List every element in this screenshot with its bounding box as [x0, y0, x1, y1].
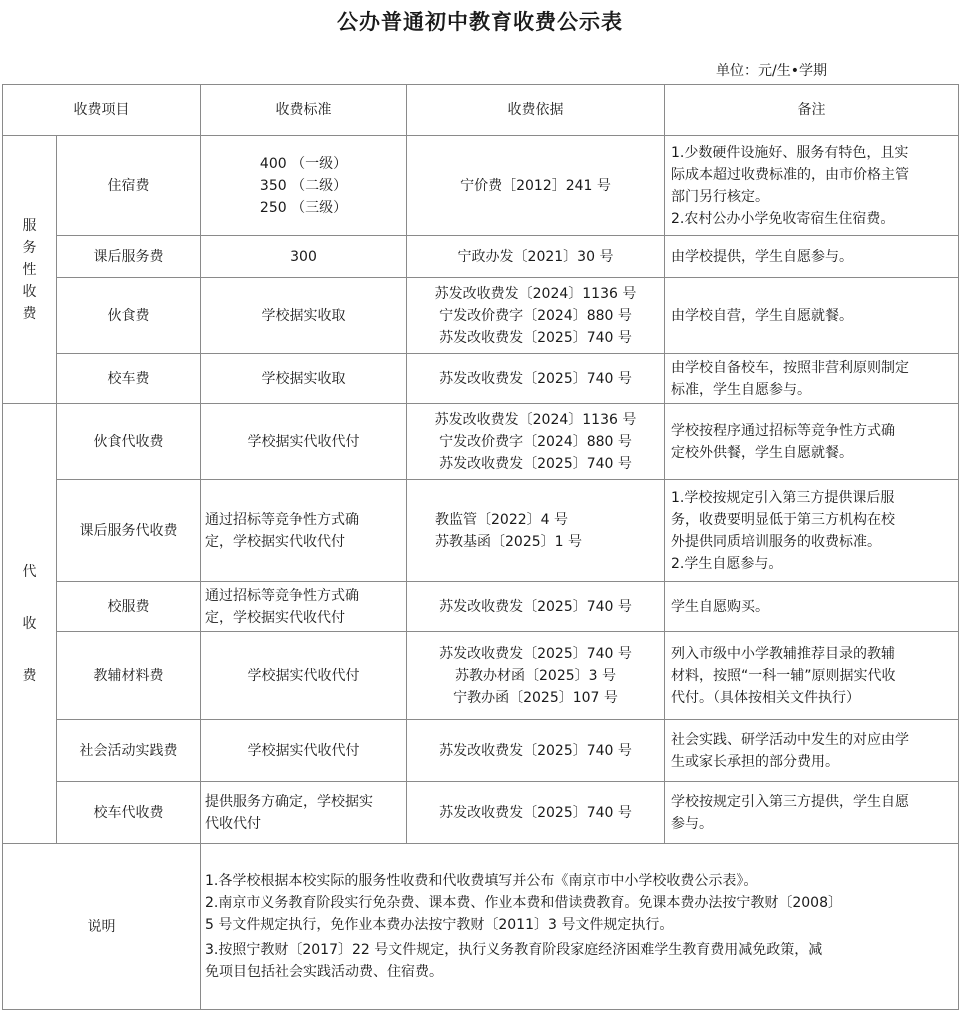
- table-row: [3, 354, 959, 404]
- explanation-text: [201, 844, 959, 1010]
- header-basis: 收费依据: [407, 85, 665, 136]
- item-name: 课后服务费: [57, 236, 201, 278]
- explanation-row: [3, 844, 959, 1010]
- item-name: 伙食代收费: [57, 404, 201, 480]
- group-char: 收: [22, 283, 37, 300]
- table-row: [3, 582, 959, 632]
- standard-line: 350 （二级）: [259, 177, 348, 194]
- basis-line: 苏教办材函〔2025〕3 号: [455, 667, 616, 684]
- item-name: 校车费: [57, 354, 201, 404]
- item-name: 校车代收费: [57, 782, 201, 844]
- table-row: [3, 236, 959, 278]
- standard-line: 提供服务方确定，学校据实: [205, 793, 373, 810]
- remark-cell: 学生自愿购买。: [665, 582, 959, 632]
- standard-cell: 学校据实收取: [201, 354, 407, 404]
- standard-cell: 300: [201, 236, 407, 278]
- remark-line: 材料，按照“一科一辅”原则据实代收: [671, 667, 896, 684]
- item-name: 课后服务代收费: [57, 480, 201, 582]
- standard-cell: 学校据实代收代付: [201, 720, 407, 782]
- group-char: 收: [22, 615, 37, 632]
- group-char: 性: [22, 261, 37, 278]
- table-row: [3, 278, 959, 354]
- remark-line: 代付。（具体按相关文件执行）: [671, 689, 860, 706]
- explanation-line: 3.按照宁教财〔2017〕22 号文件规定，执行义务教育阶段家庭经济困难学生教育费用减免政策，减: [205, 942, 823, 958]
- basis-line: 苏发改收费发〔2024〕1136 号: [434, 411, 637, 428]
- header-item: 收费项目: [3, 85, 201, 136]
- remark-line: 定校外供餐，学生自愿就餐。: [671, 444, 853, 461]
- remark-line: 外提供同质培训服务的收费标准。: [671, 533, 881, 550]
- basis-cell: [407, 404, 665, 480]
- group-char: 费: [22, 667, 37, 684]
- basis-cell: 苏发改收费发〔2025〕740 号: [407, 582, 665, 632]
- remark-line: 务，收费要明显低于第三方机构在校: [671, 511, 895, 528]
- item-name: 教辅材料费: [57, 632, 201, 720]
- remark-cell: [665, 720, 959, 782]
- remark-cell: [665, 404, 959, 480]
- explanation-line: 2.南京市义务教育阶段实行免杂费、课本费、作业本费和借读费教育。免课本费办法按宁教财〔2008〕: [205, 895, 842, 911]
- remark-line: 2.学生自愿参与。: [671, 555, 783, 572]
- basis-cell: [407, 136, 665, 236]
- standard-cell: [201, 480, 407, 582]
- explanation-label: 说明: [3, 844, 201, 1010]
- basis-line: 苏发改收费发〔2024〕1136 号: [434, 285, 637, 302]
- basis-cell: [407, 632, 665, 720]
- table-row: [3, 720, 959, 782]
- standard-line: 250 （三级）: [259, 199, 348, 216]
- basis-line: 宁发改价费字〔2024〕880 号: [439, 307, 632, 324]
- basis-cell: 苏发改收费发〔2025〕740 号: [407, 720, 665, 782]
- header-remark: 备注: [665, 85, 959, 136]
- remark-line: 际成本超过收费标准的，由市价格主管: [671, 166, 909, 183]
- standard-line: 通过招标等竞争性方式确: [205, 587, 359, 604]
- remark-cell: [665, 480, 959, 582]
- remark-line: 标准，学生自愿参与。: [671, 381, 811, 398]
- group-char: 服: [22, 217, 37, 234]
- group-char: 务: [22, 239, 37, 256]
- basis-line: 苏发改收费发〔2025〕740 号: [439, 329, 632, 346]
- basis-line: 宁价费［2012］241 号: [460, 177, 611, 194]
- standard-line: 代收代付: [205, 815, 261, 832]
- remark-line: 2.农村公办小学免收寄宿生住宿费。: [671, 210, 895, 227]
- remark-line: 学校按程序通过招标等竞争性方式确: [671, 422, 895, 439]
- remark-line: 1.少数硬件设施好、服务有特色，且实: [671, 144, 909, 161]
- standard-line: 定，学校据实代收代付: [205, 609, 345, 626]
- basis-line: 苏教基函〔2025〕1 号: [435, 533, 582, 550]
- remark-line: 1.学校按规定引入第三方提供课后服: [671, 489, 895, 506]
- remark-line: 社会实践、研学活动中发生的对应由学: [671, 731, 909, 748]
- remark-cell: [665, 354, 959, 404]
- standard-cell: 学校据实代收代付: [201, 404, 407, 480]
- table-row: [3, 404, 959, 480]
- group-char: 代: [22, 563, 37, 580]
- group-char: 费: [22, 305, 37, 322]
- standard-cell: [201, 782, 407, 844]
- standard-cell: 学校据实收取: [201, 278, 407, 354]
- basis-line: 苏发改收费发〔2025〕740 号: [439, 455, 632, 472]
- standard-cell: [201, 582, 407, 632]
- basis-cell: [407, 278, 665, 354]
- group-service-label: [3, 136, 57, 404]
- table-header-row: [3, 85, 959, 136]
- standard-line: 400 （一级）: [259, 155, 348, 172]
- remark-cell: [665, 136, 959, 236]
- remark-cell: [665, 782, 959, 844]
- basis-cell: 苏发改收费发〔2025〕740 号: [407, 782, 665, 844]
- table-row: [3, 480, 959, 582]
- remark-cell: 由学校自营，学生自愿就餐。: [665, 278, 959, 354]
- remark-line: 参与。: [671, 815, 713, 832]
- remark-line: 列入市级中小学教辅推荐目录的教辅: [671, 645, 895, 662]
- standard-line: 通过招标等竞争性方式确: [205, 511, 359, 528]
- remark-line: 由学校自备校车，按照非营利原则制定: [671, 359, 909, 376]
- table-row: [3, 136, 959, 236]
- basis-line: 教监管〔2022〕4 号: [435, 511, 568, 528]
- basis-cell: 宁政办发〔2021〕30 号: [407, 236, 665, 278]
- page-title: 公办普通初中教育收费公示表: [337, 10, 623, 34]
- basis-line: 宁发改价费字〔2024〕880 号: [439, 433, 632, 450]
- basis-line: 苏发改收费发〔2025〕740 号: [439, 645, 632, 662]
- remark-line: 学校按规定引入第三方提供，学生自愿: [671, 793, 909, 810]
- basis-cell: [407, 480, 665, 582]
- remark-cell: 由学校提供，学生自愿参与。: [665, 236, 959, 278]
- item-name: 伙食费: [57, 278, 201, 354]
- explanation-line: 5 号文件规定执行，免作业本费办法按宁教财〔2011〕3 号文件规定执行。: [205, 917, 674, 933]
- header-standard: 收费标准: [201, 85, 407, 136]
- unit-label: 单位：元/生•学期: [716, 63, 827, 79]
- table-row: [3, 782, 959, 844]
- group-agency-label: [3, 404, 57, 844]
- item-name: 校服费: [57, 582, 201, 632]
- remark-line: 部门另行核定。: [671, 188, 769, 205]
- standard-line: 定，学校据实代收代付: [205, 533, 345, 550]
- basis-line: 宁教办函〔2025〕107 号: [453, 689, 618, 706]
- fee-table: [2, 84, 959, 1010]
- item-name: 住宿费: [57, 136, 201, 236]
- explanation-line: 免项目包括社会实践活动费、住宿费。: [205, 964, 443, 980]
- standard-cell: 学校据实代收代付: [201, 632, 407, 720]
- item-name: 社会活动实践费: [57, 720, 201, 782]
- basis-cell: 苏发改收费发〔2025〕740 号: [407, 354, 665, 404]
- remark-line: 生或家长承担的部分费用。: [671, 753, 839, 770]
- standard-cell: [201, 136, 407, 236]
- table-row: [3, 632, 959, 720]
- explanation-line: 1.各学校根据本校实际的服务性收费和代收费填写并公布《南京市中小学校收费公示表》。: [205, 873, 758, 889]
- remark-cell: [665, 632, 959, 720]
